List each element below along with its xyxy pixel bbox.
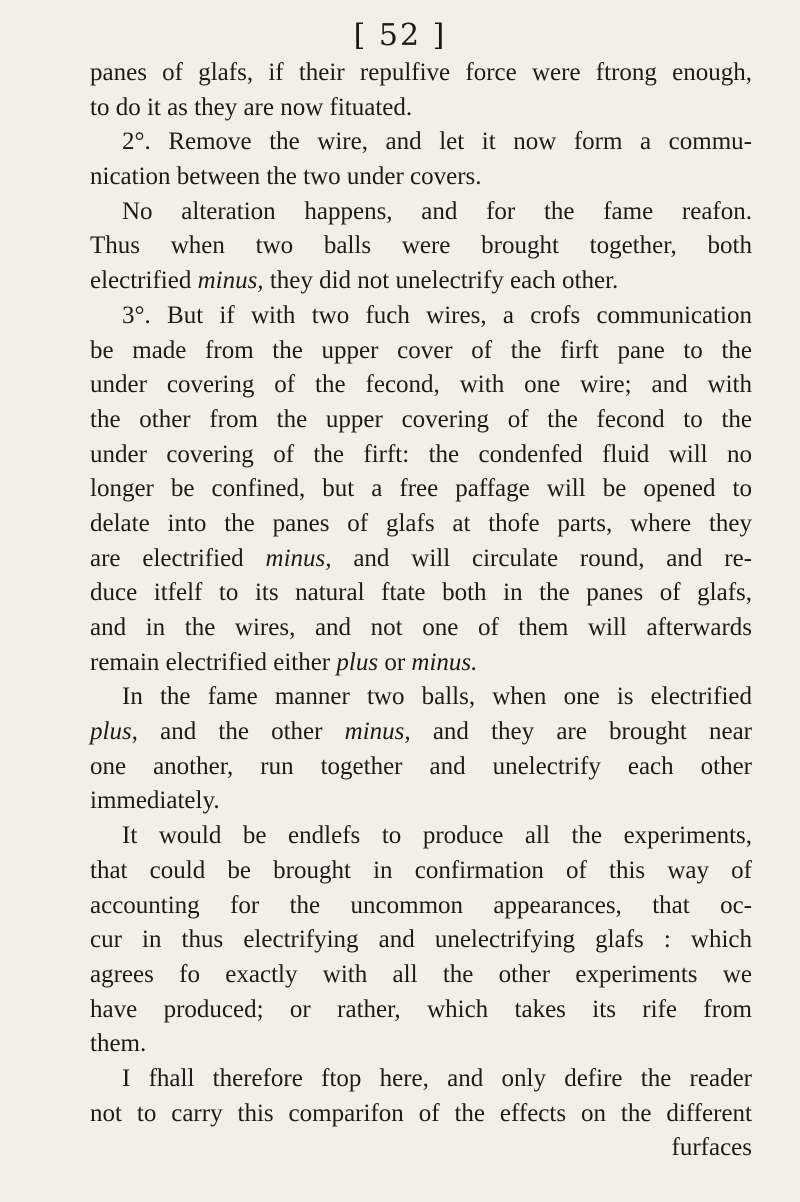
text-line: [90, 125, 752, 160]
text-segment: and the other: [137, 718, 345, 746]
text-segment: In the fame manner two balls, when one is electrified: [122, 683, 752, 711]
text-line: [90, 993, 752, 1028]
text-segment: remain electrified either: [90, 648, 337, 676]
text-line: [90, 56, 752, 91]
text-segment: I fhall therefore ftop here, and only defire the reader: [122, 1064, 752, 1092]
text-segment: and in the wires, and not one of them will afterwards: [90, 614, 752, 641]
body-text: [90, 56, 752, 1166]
text-segment: are electrified: [90, 544, 266, 572]
text-line: [90, 472, 752, 507]
italic-word: plus,: [90, 718, 138, 746]
text-line: [90, 438, 752, 473]
text-segment: under covering of the firft: the condenfed fluid will no: [90, 440, 752, 468]
text-segment: electrified: [90, 267, 198, 295]
text-line: [90, 750, 752, 785]
text-segment: not to carry this comparifon of the effects on the different: [90, 1099, 752, 1127]
text-line: [90, 542, 752, 577]
text-line: [90, 403, 752, 438]
text-segment: cur in thus electrifying and unelectrifying glafs : which: [90, 926, 752, 954]
text-segment: or: [378, 648, 412, 676]
text-line: [90, 784, 752, 819]
text-segment: to do it as they are now fituated.: [90, 93, 413, 121]
text-segment: nication between the two under covers.: [90, 163, 482, 191]
text-segment: furfaces: [671, 1134, 752, 1162]
text-line: [90, 576, 752, 611]
text-segment: and they are brought near: [410, 718, 752, 746]
text-line: [90, 715, 752, 750]
text-segment: be made from the upper cover of the firft pane to the: [90, 336, 752, 364]
text-segment: duce itfelf to its natural ftate both in the panes of glafs,: [90, 579, 752, 607]
italic-word: minus,: [344, 718, 411, 746]
text-segment: one another, run together and unelectrify each other: [90, 752, 752, 780]
text-line: [90, 334, 752, 369]
text-line: [90, 507, 752, 542]
text-segment: 3°. But if with two fuch wires, a crofs communication: [122, 301, 752, 329]
italic-word: minus,: [197, 267, 264, 295]
italic-word: minus.: [411, 648, 478, 676]
text-segment: have produced; or rather, which takes its rife from: [90, 995, 752, 1023]
text-line: [90, 611, 752, 646]
text-segment: they did not unelectrify each other.: [263, 267, 619, 295]
text-line: [90, 160, 752, 195]
text-segment: and will circulate round, and re-: [331, 544, 752, 572]
text-line: [90, 1131, 752, 1166]
text-segment: immediately.: [90, 787, 220, 815]
text-segment: 2°. Remove the wire, and let it now form a commu-: [122, 128, 752, 156]
text-segment: No alteration happens, and for the fame reafon.: [122, 197, 752, 225]
text-segment: panes of glafs, if their repulfive force were ftrong enough,: [90, 59, 752, 86]
text-line: [90, 889, 752, 924]
text-line: [90, 264, 752, 299]
italic-word: minus,: [265, 544, 332, 572]
text-line: [90, 299, 752, 334]
text-line: [90, 646, 752, 681]
text-segment: delate into the panes of glafs at thofe parts, where they: [90, 509, 752, 537]
text-segment: agrees fo exactly with all the other experiments we: [90, 960, 752, 988]
text-line: [90, 923, 752, 958]
text-line: [90, 819, 752, 854]
text-segment: the other from the upper covering of the fecond to the: [90, 405, 752, 433]
text-line: [90, 368, 752, 403]
text-segment: under covering of the fecond, with one wire; and with: [90, 371, 752, 399]
page-number: [ 52 ]: [353, 18, 447, 53]
text-line: [90, 958, 752, 993]
text-line: [90, 1062, 752, 1097]
text-line: [90, 680, 752, 715]
text-segment: that could be brought in confirmation of this way of: [90, 856, 752, 884]
text-segment: them.: [90, 1030, 147, 1058]
text-line: [90, 195, 752, 230]
text-line: [90, 229, 752, 264]
italic-word: plus: [336, 648, 379, 676]
text-segment: It would be endlefs to produce all the experiments,: [122, 822, 752, 850]
text-segment: Thus when two balls were brought together, both: [90, 232, 752, 260]
text-line: [90, 1097, 752, 1132]
text-segment: longer be confined, but a free paffage will be opened to: [90, 475, 752, 503]
text-line: [90, 1027, 752, 1062]
text-line: [90, 91, 752, 126]
text-segment: accounting for the uncommon appearances, that oc-: [90, 891, 752, 919]
text-line: [90, 854, 752, 889]
